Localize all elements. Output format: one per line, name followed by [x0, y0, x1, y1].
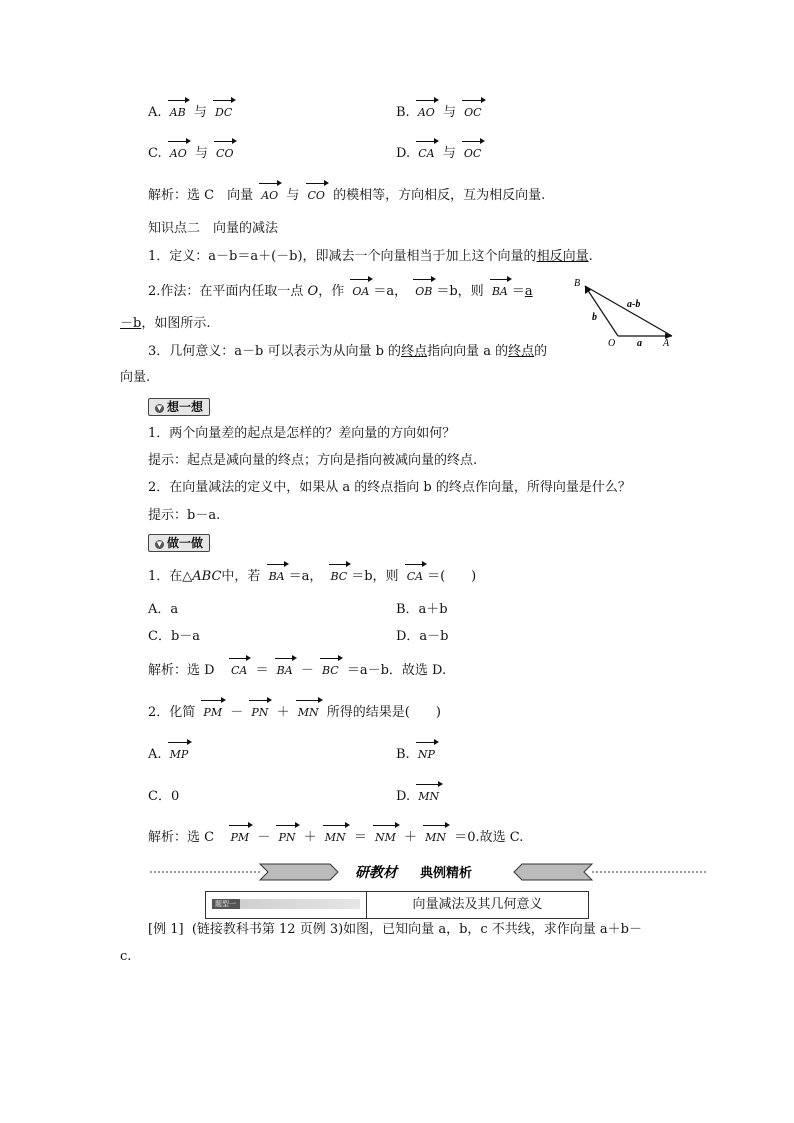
vector-dc: DC	[213, 104, 234, 122]
vector-mn: MN	[323, 829, 348, 847]
do-q2-analysis: 解析：选 C PM － PN ＋ MN ＝ NM ＋ MN ＝0.故选 C.	[148, 830, 524, 845]
edge-ba	[585, 286, 672, 336]
option-b: B. AO 与 OC	[396, 105, 482, 120]
vector-mn: MN	[296, 704, 321, 722]
label-vector-b: b	[592, 312, 597, 323]
chevron-down-icon: ▼	[156, 540, 163, 548]
vector-ab: AB	[168, 104, 188, 122]
do-q1-option-d: D．a－b	[396, 629, 449, 644]
vector-mn: MN	[416, 788, 441, 806]
do-q2-option-d: D. MN	[396, 789, 440, 804]
edge-ob	[585, 286, 618, 336]
do-q2-option-a: A. MP	[148, 747, 189, 762]
option-a: A. AB 与 DC	[148, 105, 233, 120]
vector-bc: BC	[320, 662, 341, 680]
label-b-point: B	[574, 278, 581, 289]
vector-mn: MN	[423, 829, 448, 847]
do-q2-option-c: C．0	[148, 789, 180, 804]
vector-ba: BA	[267, 568, 287, 586]
vector-ao: AO	[259, 187, 280, 205]
vector-co: CO	[306, 187, 327, 205]
vector-ca: CA	[416, 145, 436, 163]
vector-ca: CA	[405, 568, 425, 586]
think-a2: 提示：b－a.	[148, 508, 221, 523]
vector-pn: PN	[276, 829, 297, 847]
option-d: D. CA 与 OC	[396, 146, 482, 161]
vector-ba: BA	[275, 662, 295, 680]
vector-pm: PM	[201, 704, 224, 722]
section-title: 知识点二 向量的减法	[148, 221, 279, 236]
geometry-line: 3．几何意义：a－b 可以表示为从向量 b 的终点指向向量 a 的终点的	[148, 344, 548, 359]
topic-title: 向量减法及其几何意义	[412, 897, 543, 912]
do-q1: 1．在△ABC中，若 BA ＝a， BC ＝b，则 CA ＝( )	[148, 569, 477, 584]
example-line-2: c.	[120, 949, 132, 964]
topic-tag: 题型一	[212, 899, 360, 909]
option-c: C. AO 与 CO	[148, 146, 234, 161]
vector-subtraction-figure	[570, 272, 680, 350]
think-q2: 2．在向量减法的定义中，如果从 a 的终点指向 b 的终点作向量，所得向量是什么？	[148, 480, 631, 495]
geometry-line-2: 向量.	[120, 370, 151, 385]
banner-right-arrow	[514, 864, 592, 880]
vector-oc: OC	[462, 145, 483, 163]
method-line-2: －b，如图所示.	[120, 316, 211, 331]
definition-line: 1．定义：a－b＝a＋(－b)，即减去一个向量相当于加上这个向量的相反向量.	[148, 249, 593, 264]
label-a-minus-b: a-b	[627, 299, 641, 310]
banner-left-text: 研教材	[355, 865, 397, 881]
chevron-down-icon: ▼	[156, 404, 163, 412]
vector-co: CO	[214, 145, 235, 163]
section-banner	[150, 860, 708, 884]
do-q2-option-b: B. NP	[396, 747, 435, 762]
vector-ca: CA	[229, 662, 249, 680]
think-a1: 提示：起点是减向量的终点；方向是指向被减向量的终点.	[148, 453, 478, 468]
vector-oc: OC	[462, 104, 483, 122]
do-q1-option-c: C．b－a	[148, 629, 201, 644]
vector-np: NP	[416, 746, 437, 764]
label-a-point: A	[663, 338, 670, 349]
vector-ba: BA	[490, 283, 510, 301]
banner-left-arrow	[260, 864, 338, 880]
vector-mp: MP	[168, 746, 191, 764]
do-q1-option-b: B．a＋b	[396, 602, 448, 617]
method-line: 2.作法：在平面内任取一点 O，作 OA ＝a， OB ＝b，则 BA ＝a	[148, 284, 533, 299]
vector-ao: AO	[168, 145, 189, 163]
vector-pn: PN	[249, 704, 270, 722]
label-vector-a: a	[637, 338, 642, 349]
do-q1-analysis: 解析：选 D CA ＝ BA － BC ＝a－b．故选 D.	[148, 663, 447, 678]
do-q2: 2．化简 PM － PN ＋ MN 所得的结果是( )	[148, 705, 441, 720]
banner-right-text: 典例精析	[420, 866, 473, 881]
do-q1-option-a: A．a	[148, 602, 179, 617]
vector-ao: AO	[416, 104, 437, 122]
vector-pm: PM	[229, 829, 252, 847]
think-header: ▼ 想一想	[148, 398, 210, 416]
topic-box	[205, 891, 589, 919]
example-line: [例 1] (链接教科书第 12 页例 3)如图，已知向量 a，b，c 不共线，求作向量 a＋b－	[148, 922, 643, 937]
topic-tag-cell	[206, 892, 367, 918]
vector-nm: NM	[373, 829, 398, 847]
vector-ob: OB	[413, 283, 434, 301]
label-o-point: O	[608, 338, 616, 349]
vector-oa: OA	[350, 283, 371, 301]
do-header: ▼ 做一做	[148, 534, 210, 552]
vector-bc: BC	[329, 568, 350, 586]
think-q1: 1．两个向量差的起点是怎样的？差向量的方向如何？	[148, 426, 456, 441]
analysis-prev: 解析：选 C 向量 AO 与 CO 的模相等，方向相反，互为相反向量.	[148, 188, 546, 203]
